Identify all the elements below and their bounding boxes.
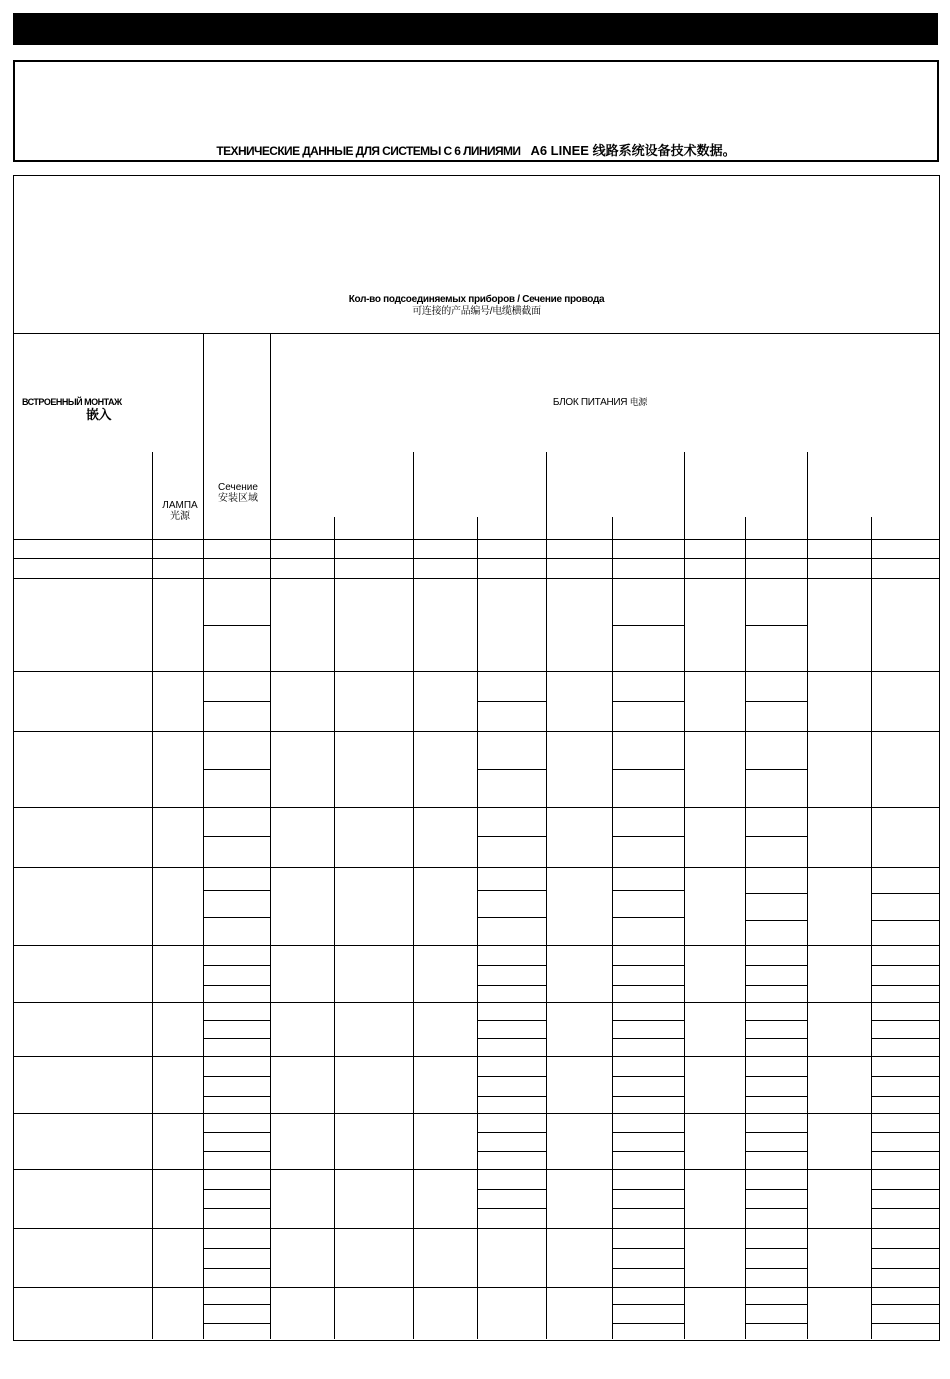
grid-line bbox=[871, 517, 872, 1339]
grid-line bbox=[871, 1323, 939, 1324]
grid-line bbox=[14, 558, 939, 559]
column-header-builtin-cn: 嵌入 bbox=[86, 407, 112, 422]
grid-line bbox=[871, 1096, 939, 1097]
grid-line bbox=[14, 1287, 939, 1288]
grid-line bbox=[477, 1020, 546, 1021]
column-header-psu-ru: БЛОК ПИТАНИЯ bbox=[552, 397, 628, 408]
grid-line bbox=[871, 920, 939, 921]
grid-line bbox=[14, 539, 939, 540]
grid-line bbox=[612, 517, 613, 1339]
grid-line bbox=[477, 836, 546, 837]
grid-line bbox=[871, 1304, 939, 1305]
grid-line bbox=[14, 333, 939, 334]
grid-line bbox=[745, 1268, 807, 1269]
grid-line bbox=[612, 1096, 684, 1097]
grid-line bbox=[745, 1189, 807, 1190]
grid-line bbox=[745, 625, 807, 626]
grid-line bbox=[14, 1056, 939, 1057]
grid-line bbox=[871, 985, 939, 986]
column-header-lamp-cn: 光源 bbox=[170, 511, 190, 522]
grid-line bbox=[152, 452, 153, 1339]
grid-line bbox=[871, 965, 939, 966]
grid-line bbox=[477, 701, 546, 702]
grid-line bbox=[203, 1248, 270, 1249]
grid-line bbox=[745, 1132, 807, 1133]
table-subtitle bbox=[14, 294, 939, 318]
grid-line bbox=[745, 893, 807, 894]
grid-line bbox=[745, 836, 807, 837]
grid-line bbox=[477, 1132, 546, 1133]
grid-line bbox=[14, 578, 939, 579]
page-title-cn: A6 LINEE 线路系统设备技术数据。 bbox=[530, 143, 736, 158]
grid-line bbox=[477, 1208, 546, 1209]
grid-line bbox=[477, 1038, 546, 1039]
grid-line bbox=[745, 985, 807, 986]
grid-line bbox=[745, 1304, 807, 1305]
grid-line bbox=[612, 1268, 684, 1269]
grid-line bbox=[203, 890, 270, 891]
grid-line bbox=[477, 1189, 546, 1190]
grid-line bbox=[14, 1228, 939, 1229]
grid-line bbox=[203, 769, 270, 770]
grid-line bbox=[745, 1208, 807, 1209]
grid-line bbox=[477, 965, 546, 966]
title-box bbox=[13, 60, 939, 162]
grid-line bbox=[14, 1113, 939, 1114]
grid-line bbox=[745, 769, 807, 770]
grid-line bbox=[612, 917, 684, 918]
column-header-section bbox=[206, 482, 270, 504]
grid-line bbox=[871, 1189, 939, 1190]
grid-line bbox=[612, 769, 684, 770]
grid-line bbox=[612, 701, 684, 702]
grid-line bbox=[684, 452, 685, 1339]
grid-line bbox=[203, 1132, 270, 1133]
grid-line bbox=[203, 836, 270, 837]
column-header-lamp-ru: ЛАМПА bbox=[162, 500, 198, 511]
grid-line bbox=[612, 965, 684, 966]
grid-line bbox=[745, 1020, 807, 1021]
grid-line bbox=[745, 1096, 807, 1097]
grid-line bbox=[871, 1020, 939, 1021]
grid-line bbox=[871, 1038, 939, 1039]
grid-line bbox=[612, 1189, 684, 1190]
grid-line bbox=[612, 1151, 684, 1152]
grid-line bbox=[745, 517, 746, 1339]
grid-line bbox=[612, 1020, 684, 1021]
grid-line bbox=[612, 625, 684, 626]
grid-line bbox=[612, 836, 684, 837]
grid-line bbox=[14, 671, 939, 672]
grid-line bbox=[203, 1038, 270, 1039]
grid-line bbox=[871, 1151, 939, 1152]
grid-line bbox=[14, 867, 939, 868]
grid-line bbox=[612, 1208, 684, 1209]
grid-line bbox=[477, 517, 478, 1339]
grid-line bbox=[745, 1323, 807, 1324]
grid-line bbox=[203, 965, 270, 966]
grid-line bbox=[807, 452, 808, 1339]
grid-line bbox=[477, 769, 546, 770]
grid-line bbox=[745, 1038, 807, 1039]
grid-line bbox=[203, 1096, 270, 1097]
grid-line bbox=[203, 985, 270, 986]
grid-line bbox=[203, 1151, 270, 1152]
grid-line bbox=[871, 1076, 939, 1077]
grid-line bbox=[14, 807, 939, 808]
grid-line bbox=[612, 1076, 684, 1077]
grid-line bbox=[270, 333, 271, 1339]
grid-line bbox=[477, 917, 546, 918]
grid-line bbox=[203, 1323, 270, 1324]
column-header-builtin bbox=[22, 397, 172, 420]
grid-line bbox=[745, 1248, 807, 1249]
column-header-lamp bbox=[156, 500, 204, 522]
grid-line bbox=[612, 1038, 684, 1039]
grid-line bbox=[745, 701, 807, 702]
grid-line bbox=[745, 965, 807, 966]
grid-line bbox=[871, 1268, 939, 1269]
grid-line bbox=[612, 890, 684, 891]
grid-line bbox=[477, 1096, 546, 1097]
page-title bbox=[15, 140, 937, 159]
column-header-builtin-ru: ВСТРОЕННЫЙ МОНТАЖ bbox=[22, 397, 122, 407]
page-title-ru: ТЕХНИЧЕСКИЕ ДАННЫЕ ДЛЯ СИСТЕМЫ С 6 ЛИНИЯМИ bbox=[216, 144, 521, 158]
column-header-section-cn: 安装区域 bbox=[218, 493, 258, 504]
grid-line bbox=[334, 517, 335, 1339]
table-subtitle-cn: 可连接的产品编号/电缆横截面 bbox=[412, 306, 541, 317]
grid-line bbox=[203, 1020, 270, 1021]
column-header-psu-cn: 电源 bbox=[629, 397, 648, 407]
grid-line bbox=[413, 452, 414, 1339]
grid-line bbox=[477, 890, 546, 891]
grid-line bbox=[203, 917, 270, 918]
grid-line bbox=[612, 1132, 684, 1133]
grid-line bbox=[477, 1076, 546, 1077]
header-black-bar bbox=[13, 13, 938, 45]
column-header-psu bbox=[500, 397, 700, 408]
grid-line bbox=[14, 1169, 939, 1170]
grid-line bbox=[14, 1002, 939, 1003]
grid-line bbox=[612, 1304, 684, 1305]
grid-line bbox=[745, 920, 807, 921]
grid-line bbox=[871, 1132, 939, 1133]
grid-line bbox=[871, 893, 939, 894]
grid-line bbox=[745, 1076, 807, 1077]
grid-line bbox=[745, 1151, 807, 1152]
grid-line bbox=[14, 731, 939, 732]
grid-line bbox=[203, 1076, 270, 1077]
grid-line bbox=[14, 945, 939, 946]
grid-line bbox=[546, 452, 547, 1339]
grid-line bbox=[203, 1304, 270, 1305]
column-header-section-ru: Сечение bbox=[218, 482, 258, 493]
grid-line bbox=[612, 1323, 684, 1324]
table-subtitle-ru: Кол-во подсоединяемых приборов / Сечение провода bbox=[348, 294, 605, 305]
grid-line bbox=[203, 701, 270, 702]
grid-line bbox=[477, 1151, 546, 1152]
grid-line bbox=[203, 1208, 270, 1209]
grid-line bbox=[871, 1208, 939, 1209]
grid-line bbox=[871, 1248, 939, 1249]
grid-line bbox=[203, 1268, 270, 1269]
grid-line bbox=[612, 1248, 684, 1249]
grid-line bbox=[612, 985, 684, 986]
grid-line bbox=[203, 625, 270, 626]
grid-line bbox=[477, 985, 546, 986]
grid-line bbox=[203, 1189, 270, 1190]
